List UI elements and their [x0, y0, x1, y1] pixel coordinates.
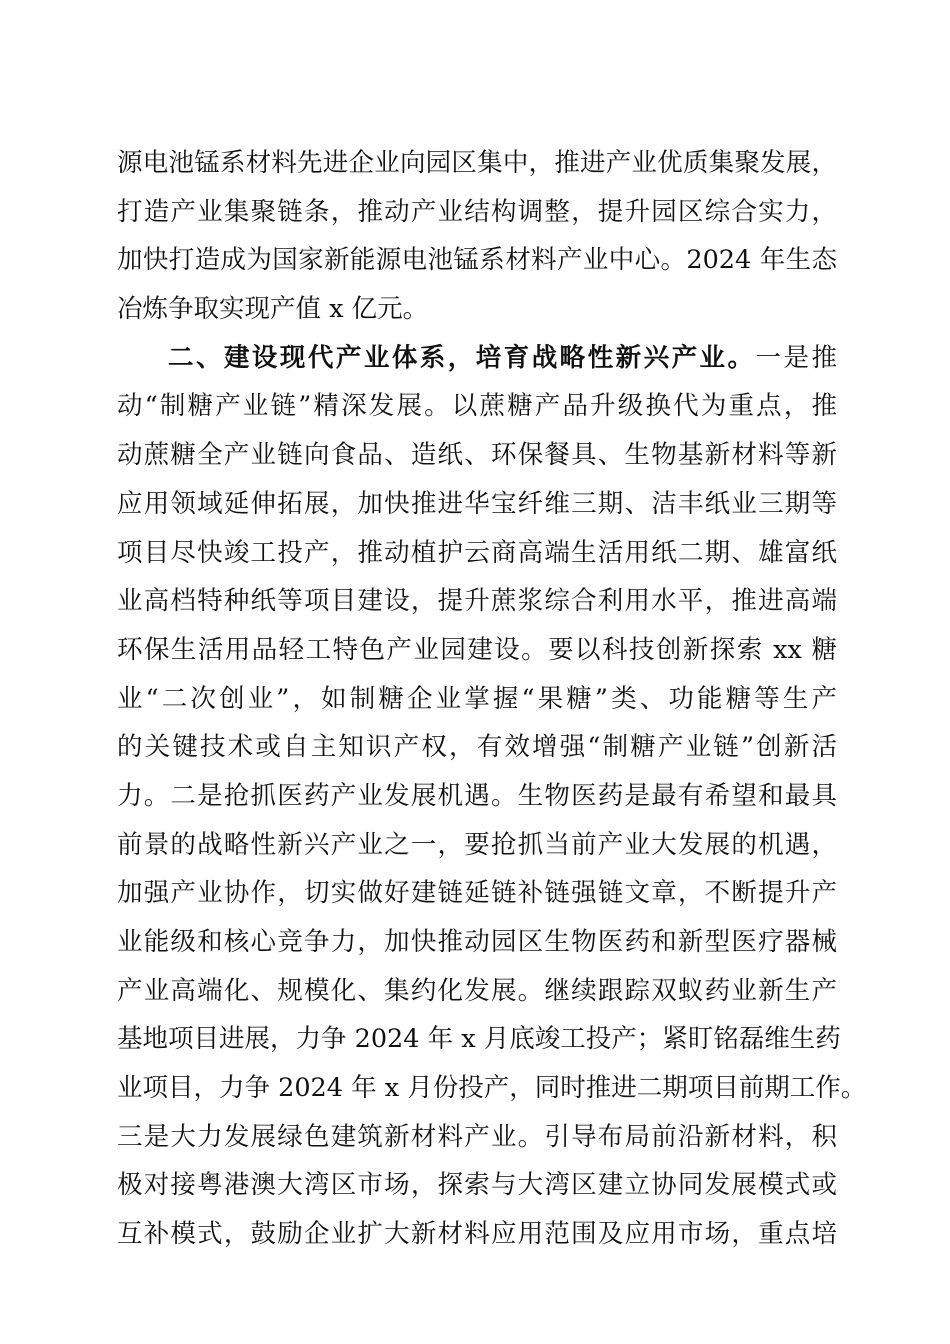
- text-line: 冶炼争取实现产值 x 亿元。: [117, 294, 429, 325]
- text-line: 基地项目进展，力争 2024 年 x 月底竣工投产；紧盯铭磊维生药: [117, 1024, 841, 1055]
- text-line: 动蔗糖全产业链向食品、造纸、环保餐具、生物基新材料等新: [117, 440, 837, 471]
- paragraph-section-two: [117, 334, 867, 1259]
- text-line: 业“二次创业”，如制糖企业掌握“果糖”类、功能糖等生产: [117, 683, 837, 714]
- text-line: 项目尽快竣工投产，推动植护云商高端生活用纸二期、雄富纸: [117, 537, 837, 568]
- section-heading-line: [117, 334, 837, 383]
- text-line: 极对接粤港澳大湾区市场，探索与大湾区建立协同发展模式或: [117, 1170, 837, 1201]
- section-heading: 二、建设现代产业体系，培育战略性新兴产业。: [168, 342, 756, 373]
- text-line: 产业高端化、规模化、集约化发展。继续跟踪双蚁药业新生产: [117, 975, 837, 1006]
- paragraph-continuation: [117, 139, 837, 334]
- text-line: 三是大力发展绿色建筑新材料产业。引导布局前沿新材料，积: [117, 1121, 837, 1152]
- body-text: [117, 139, 867, 1259]
- text-line: 力。二是抢抓医药产业发展机遇。生物医药是最有希望和最具: [117, 780, 837, 811]
- text-line: 打造产业集聚链条，推动产业结构调整，提升园区综合实力，: [117, 196, 837, 227]
- text-line: 业高档特种纸等项目建设，提升蔗浆综合利用水平，推进高端: [117, 586, 837, 617]
- heading-line-rest: 一是推: [755, 342, 837, 373]
- text-line: 加快打造成为国家新能源电池锰系材料产业中心。2024 年生态: [117, 245, 837, 276]
- text-line: 应用领域延伸拓展，加快推进华宝纤维三期、洁丰纸业三期等: [117, 488, 837, 519]
- text-line: 互补模式，鼓励企业扩大新材料应用范围及应用市场，重点培: [117, 1219, 837, 1250]
- text-line: 的关键技术或自主知识产权，有效增强“制糖产业链”创新活: [117, 732, 837, 763]
- text-line: 业项目，力争 2024 年 x 月份投产，同时推进二期项目前期工作。: [117, 1073, 867, 1104]
- text-line: 业能级和核心竞争力，加快推动园区生物医药和新型医疗器械: [117, 927, 837, 957]
- text-line: 源电池锰系材料先进企业向园区集中，推进产业优质集聚发展，: [117, 148, 837, 178]
- text-line: 加强产业协作，切实做好建链延链补链强链文章，不断提升产: [117, 878, 837, 909]
- text-line: 动“制糖产业链”精深发展。以蔗糖产品升级换代为重点，推: [117, 391, 837, 422]
- text-line: 环保生活用品轻工特色产业园建设。要以科技创新探索 xx 糖: [117, 634, 837, 665]
- text-line: 前景的战略性新兴产业之一，要抢抓当前产业大发展的机遇，: [117, 829, 837, 860]
